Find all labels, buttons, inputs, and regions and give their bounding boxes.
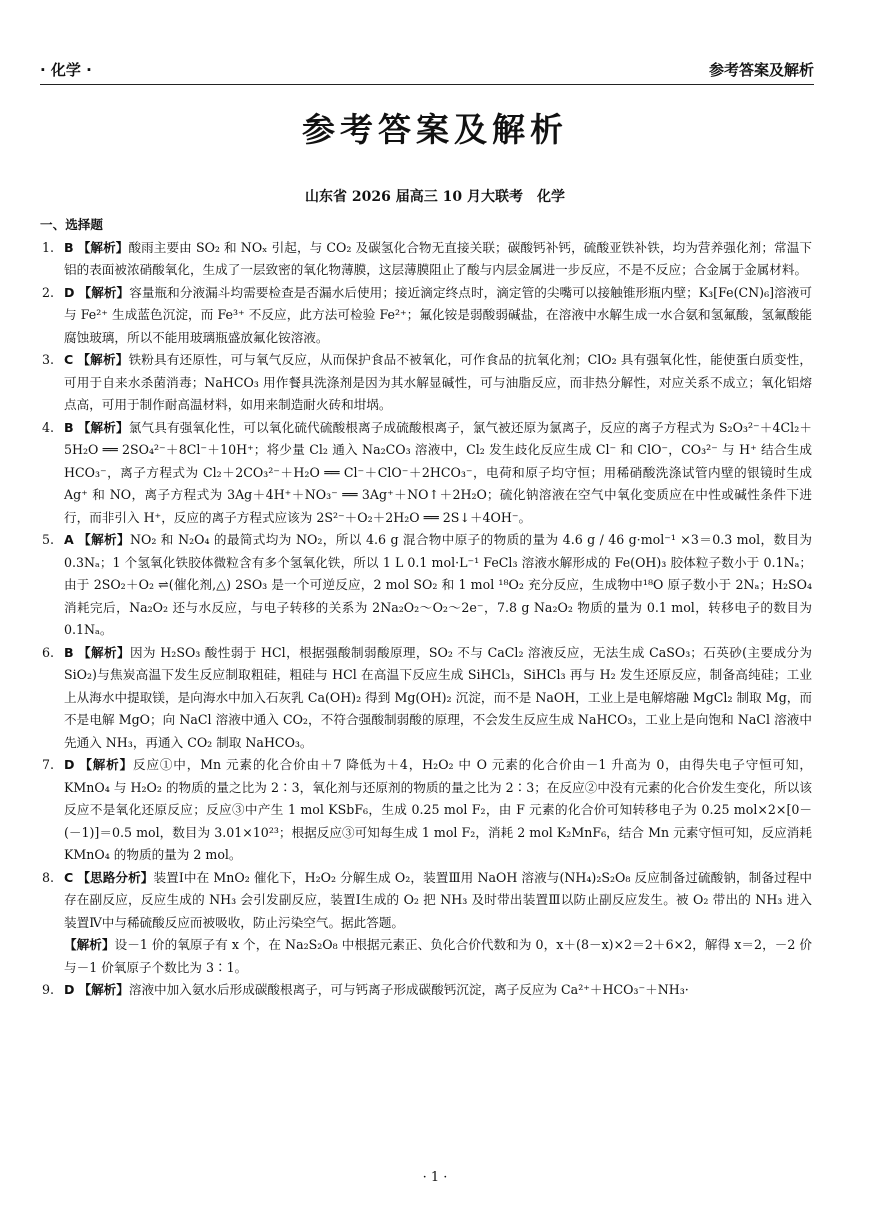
analysis-tag: 【解析】 [77, 352, 129, 367]
header-section-title: 参考答案及解析 [708, 61, 814, 79]
answer-choice: D [64, 284, 75, 300]
answer-choice: C [64, 869, 74, 885]
analysis-tag: 【解析】 [79, 757, 134, 772]
item-number: 3. [42, 352, 55, 367]
answer-item-8 [40, 867, 812, 935]
answer-item-8-analysis [64, 934, 812, 979]
analysis-text: 铁粉具有还原性，可与氧气反应，从而保护食品不被氧化，可作食品的抗氧化剂；ClO₂ 具有强氧化性，能使蛋白质变性，可用于自来水杀菌消毒；NaHCO₃ 用作餐具洗涤剂是因为其水解显碱性，可与油脂反应，而非热分解性，对应关系不成立；氧化铝熔点高，可用于制作耐高温材料，如用来制造耐火砖和坩埚。 [64, 352, 813, 412]
analysis-tag: 【解析】 [78, 532, 130, 547]
analysis-tag: 【解析】 [77, 419, 129, 435]
analysis-text: 酸雨主要由 SO₂ 和 NOₓ 引起，与 CO₂ 及碳氢化合物无直接关联；碳酸钙补钙，硫酸亚铁补铁，均为营养强化剂；常温下铝的表面被浓硝酸氧化，生成了一层致密的氧化物薄膜，这层薄膜阻止了酸与内层金属进一步反应，不是不反应；合金属于金属材料。 [64, 239, 812, 277]
answer-item-6 [40, 642, 812, 755]
analysis-text: 容量瓶和分液漏斗均需要检查是否漏水后使用；接近滴定终点时，滴定管的尖嘴可以接触锥形瓶内壁；K₃[Fe(CN)₆]溶液可与 Fe²⁺ 生成蓝色沉淀，而 Fe³⁺ 不反应，此方法可检验 Fe²⁺；氟化铵是弱酸弱碱盐，在溶液中水解生成一水合氨和氢氟酸，氢氟酸能腐蚀玻璃，所以不能用玻璃瓶盛放氟化铵溶液。 [64, 284, 812, 345]
header-rule [40, 84, 814, 85]
answer-choice: D [64, 982, 75, 997]
item-number: 1. [42, 239, 55, 255]
page-number: · 1 · [422, 1170, 448, 1185]
item-number: 7. [42, 757, 55, 772]
answer-choice: B [64, 644, 74, 660]
analysis-tag: 【解析】 [78, 644, 130, 660]
answer-item-2 [40, 282, 812, 350]
exam-subtitle: 山东省 2026 届高三 10 月大联考 化学 [305, 189, 565, 205]
answer-item-7 [40, 754, 812, 867]
header-subject: · 化学 · [40, 61, 92, 79]
item-number: 4. [42, 419, 55, 435]
answer-choice: B [64, 419, 74, 435]
answer-content [40, 214, 812, 1002]
analysis-text: 因为 H₂SO₃ 酸性弱于 HCl，根据强酸制弱酸原理，SO₂ 不与 CaCl₂ 溶液反应，无法生成 CaSO₃；石英砂(主要成分为 SiO₂)与焦炭高温下发生反应制取粗硅，粗硅与 HCl 在高温下反应生成 SiHCl₃，SiHCl₃ 再与 H₂ 发生还原反应，制备高纯硅；工业上从海水中提取镁，是向海水中加入石灰乳 Ca(OH)₂ 得到 Mg(OH)₂ 沉淀，而不是 NaOH，工业上是电解熔融 MgCl₂ 制取 Mg，而不是电解 MgO；向 NaCl 溶液中通入 CO₂，不符合强酸制弱酸的原理，不会发生反应生成 NaHCO₃，工业上是向饱和 NaCl 溶液中先通入 NH₃，再通入 CO₂ 制取 NaHCO₃。 [64, 644, 813, 750]
answer-item-3 [40, 349, 812, 417]
item-number: 5. [42, 532, 55, 547]
thinking-text: 装置Ⅰ中在 MnO₂ 催化下，H₂O₂ 分解生成 O₂，装置Ⅲ用 NaOH 溶液与(NH₄)₂S₂O₈ 反应制备过硫酸钠，制备过程中存在副反应，反应生成的 NH₃ 会引发副反应，装置Ⅰ生成的 O₂ 把 NH₃ 及时带出装置Ⅲ以防止副反应发生。被 O₂ 带出的 NH₃ 进入装置Ⅳ中与稀硫酸反应而被吸收，防止污染空气。据此答题。 [64, 869, 813, 930]
analysis-text: 反应①中，Mn 元素的化合价由＋7 降低为＋4，H₂O₂ 中 O 元素的化合价由－1 升高为 0，由得失电子守恒可知，KMnO₄ 与 H₂O₂ 的物质的量之比为 2∶3，氧化剂与还原剂的物质的量之比为 2∶3；在反应②中没有元素的化合价发生变化，所以该反应不是氧化还原反应；反应③中产生 1 mol KSbF₆，生成 0.25 mol F₂，由 F 元素的化合价可知转移电子为 0.25 mol×2×[0－(－1)]＝0.5 mol，数目为 3.01×10²³；根据反应③可知每生成 1 mol F₂，消耗 2 mol K₂MnF₆，结合 Mn 元素守恒可知，反应消耗 KMnO₄ 的物质的量为 2 mol。 [64, 757, 813, 862]
answer-item-5 [40, 529, 812, 642]
answer-choice: B [64, 239, 74, 255]
item-number: 6. [42, 644, 55, 660]
answer-item-4 [40, 417, 812, 530]
answer-choice: A [64, 532, 74, 547]
analysis-text: NO₂ 和 N₂O₄ 的最简式均为 NO₂，所以 4.6 g 混合物中原子的物质的量为 4.6 g / 46 g·mol⁻¹ ×3＝0.3 mol，数目为 0.3Nₐ；1 个氢氧化铁胶体微粒含有多个氢氧化铁，所以 1 L 0.1 mol·L⁻¹ FeCl₃ 溶液水解形成的 Fe(OH)₃ 胶体粒子数小于 0.1Nₐ；由于 2SO₂＋O₂ ⇌(催化剂,△) 2SO₃ 是一个可逆反应，2 mol SO₂ 和 1 mol ¹⁸O₂ 充分反应，生成物中¹⁸O 原子数小于 2Nₐ；H₂SO₄ 消耗完后，Na₂O₂ 还与水反应，与电子转移的关系为 2Na₂O₂～O₂～2e⁻，7.8 g Na₂O₂ 物质的量为 0.1 mol，转移电子的数目为 0.1Nₐ。 [64, 532, 812, 637]
answer-item-1 [40, 237, 812, 282]
section-label: 一、选择题 [40, 217, 103, 232]
analysis-tag: 【解析】 [78, 284, 130, 300]
analysis-tag: 【解析】 [77, 239, 129, 255]
analysis-text: 溶液中加入氨水后形成碳酸根离子，可与钙离子形成碳酸钙沉淀，离子反应为 Ca²⁺＋HCO₃⁻＋NH₃· [128, 982, 689, 997]
analysis-tag: 【解析】 [78, 982, 129, 997]
item-number: 8. [42, 869, 55, 885]
thinking-tag: 【思路分析】 [77, 869, 154, 885]
analysis-text: 设－1 价的氧原子有 x 个，在 Na₂S₂O₈ 中根据元素正、负化合价代数和为 0，x＋(8－x)×2＝2＋6×2，解得 x＝2，－2 价与－1 价氧原子个数比为 3∶1。 [64, 937, 813, 975]
analysis-tag: 【解析】 [64, 937, 115, 952]
answer-choice: D [64, 757, 75, 772]
page-title: 参考答案及解析 [302, 110, 568, 149]
answer-choice: C [64, 352, 74, 367]
analysis-text: 氯气具有强氧化性，可以氧化硫代硫酸根离子成硫酸根离子，氯气被还原为氯离子，反应的离子方程式为 S₂O₃²⁻＋4Cl₂＋5H₂O ══ 2SO₄²⁻＋8Cl⁻＋10H⁺；将少量 Cl₂ 通入 Na₂CO₃ 溶液中，Cl₂ 发生歧化反应生成 Cl⁻ 和 ClO⁻，CO₃²⁻ 与 H⁺ 结合生成 HCO₃⁻，离子方程式为 Cl₂＋2CO₃²⁻＋H₂O ══ Cl⁻＋ClO⁻＋2HCO₃⁻，电荷和原子均守恒；用稀硝酸洗涤试管内壁的银镜时生成 Ag⁺ 和 NO，离子方程式为 3Ag＋4H⁺＋NO₃⁻ ══ 3Ag⁺＋NO↑＋2H₂O；硫化钠溶液在空气中氧化变质应在中性或碱性条件下进行，而非引入 H⁺，反应的离子方程式应该为 2S²⁻＋O₂＋2H₂O ══ 2S↓＋4OH⁻。 [64, 419, 812, 525]
item-number: 2. [42, 284, 55, 300]
answer-item-9 [40, 979, 812, 1002]
item-number: 9. [42, 982, 55, 997]
page-header [40, 54, 814, 80]
